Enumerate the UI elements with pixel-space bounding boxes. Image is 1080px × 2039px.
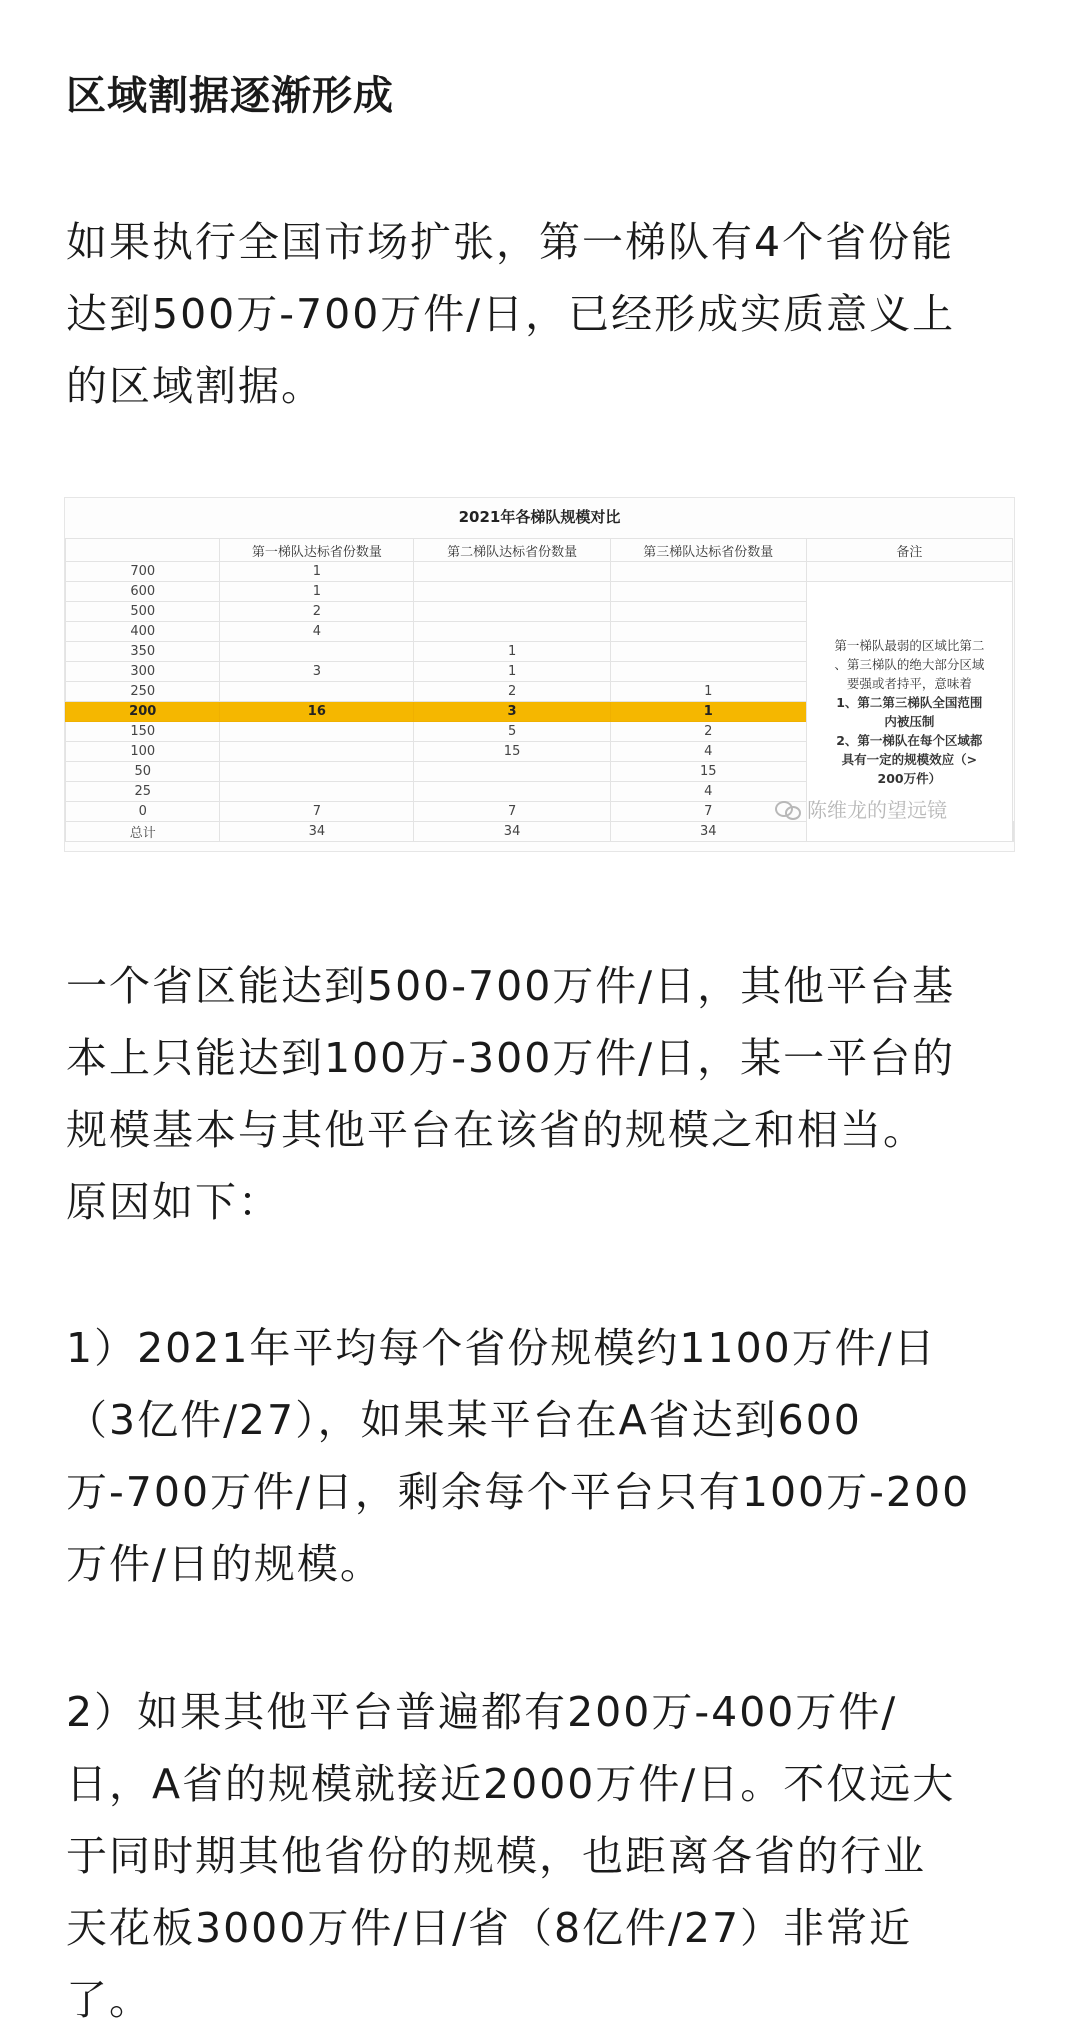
header-cell: 第一梯队达标省份数量 — [220, 539, 414, 562]
tier3-cell — [610, 622, 806, 642]
note-line: 具有一定的规模效应（> — [841, 751, 978, 767]
note-line: 2、第一梯队在每个区域都 — [836, 732, 983, 748]
note-line: 内被压制 — [884, 713, 935, 729]
watermark-text: 陈维龙的望远镜 — [807, 798, 947, 822]
tier1-cell: 34 — [220, 822, 414, 842]
tier2-cell: 15 — [414, 742, 611, 762]
row-label: 250 — [66, 682, 220, 702]
tier1-cell — [220, 682, 414, 702]
tier2-cell — [414, 582, 611, 602]
tier3-cell: 4 — [610, 742, 806, 762]
tier2-cell — [414, 762, 611, 782]
tier1-cell: 4 — [220, 622, 414, 642]
paragraph-2: 一个省区能达到500-700万件/日，其他平台基 本上只能达到100万-300万件/日，某一平台的 规模基本与其他平台在该省的规模之和相当。 原因如下： — [66, 962, 956, 1226]
row-label: 总计 — [66, 822, 220, 842]
paragraph-1: 如果执行全国市场扩张，第一梯队有4个省份能 达到500万-700万件/日，已经形成实质意义上 的区域割据。 — [66, 218, 956, 410]
header-cell: 备注 — [806, 539, 1012, 562]
tier1-cell — [220, 782, 414, 802]
tier3-cell: 4 — [610, 782, 806, 802]
tier1-cell: 3 — [220, 662, 414, 682]
tier1-cell: 2 — [220, 602, 414, 622]
tier2-cell: 3 — [414, 702, 611, 722]
tier2-cell — [414, 562, 611, 582]
tier1-cell — [220, 762, 414, 782]
note-line: 1、第二第三梯队全国范围 — [836, 694, 983, 710]
tier1-cell: 1 — [220, 562, 414, 582]
row-label: 0 — [66, 802, 220, 822]
tier3-cell: 1 — [610, 702, 806, 722]
watermark — [775, 794, 947, 823]
table-row — [66, 562, 1014, 582]
tier1-cell — [220, 722, 414, 742]
header-cell — [66, 539, 220, 562]
tier2-cell — [414, 622, 611, 642]
paragraph-4: 2）如果其他平台普遍都有200万-400万件/ 日，A省的规模就接近2000万件/日。不仅远大 于同时期其他省份的规模，也距离各省的行业 天花板3000万件/日/省（8亿件/27）非常近 了。 — [66, 1688, 956, 2024]
tier3-cell — [610, 642, 806, 662]
tier3-cell — [610, 562, 806, 582]
tier2-cell: 1 — [414, 642, 611, 662]
tier1-cell: 16 — [220, 702, 414, 722]
tier2-cell: 1 — [414, 662, 611, 682]
tier3-cell — [610, 662, 806, 682]
tier1-cell: 7 — [220, 802, 414, 822]
row-label: 600 — [66, 582, 220, 602]
note-line: 第一梯队最弱的区域比第二 — [834, 637, 985, 653]
header-cell: 第二梯队达标省份数量 — [414, 539, 611, 562]
row-label: 350 — [66, 642, 220, 662]
tier1-cell — [220, 642, 414, 662]
note-line: 、第三梯队的绝大部分区域 — [834, 656, 985, 672]
note-cell-empty — [806, 562, 1012, 582]
header-cell: 第三梯队达标省份数量 — [610, 539, 806, 562]
tier2-cell: 34 — [414, 822, 611, 842]
paragraph-3: 1）2021年平均每个省份规模约1100万件/日 （3亿件/27），如果某平台在A省达到600 万-700万件/日，剩余每个平台只有100万-200 万件/日的规模。 — [66, 1324, 971, 1588]
row-label: 400 — [66, 622, 220, 642]
tier1-cell — [220, 742, 414, 762]
wechat-icon — [775, 799, 801, 819]
row-label: 100 — [66, 742, 220, 762]
tier3-cell — [610, 602, 806, 622]
scale-comparison-table-image — [64, 497, 1015, 852]
row-label: 50 — [66, 762, 220, 782]
tier3-cell: 15 — [610, 762, 806, 782]
tier3-cell: 1 — [610, 682, 806, 702]
tier1-cell: 1 — [220, 582, 414, 602]
row-label: 500 — [66, 602, 220, 622]
row-label: 25 — [66, 782, 220, 802]
tier2-cell — [414, 782, 611, 802]
tier2-cell: 5 — [414, 722, 611, 742]
row-label: 150 — [66, 722, 220, 742]
section-heading: 区域割据逐渐形成 — [66, 73, 394, 119]
note-cell-empty — [1013, 822, 1014, 842]
tier3-cell: 2 — [610, 722, 806, 742]
tier3-cell: 34 — [610, 822, 806, 842]
tier2-cell — [414, 602, 611, 622]
tier2-cell: 2 — [414, 682, 611, 702]
table-row — [66, 582, 1014, 602]
row-label: 700 — [66, 562, 220, 582]
row-label: 300 — [66, 662, 220, 682]
tier3-cell — [610, 582, 806, 602]
tier2-cell: 7 — [414, 802, 611, 822]
note-line: 要强或者持平，意味着 — [846, 675, 972, 691]
table-header-row — [66, 539, 1014, 562]
tier3-cell: 7 — [610, 802, 806, 822]
table-title: 2021年各梯队规模对比 — [458, 508, 621, 526]
row-label: 200 — [66, 702, 220, 722]
note-line: 200万件） — [877, 770, 942, 786]
